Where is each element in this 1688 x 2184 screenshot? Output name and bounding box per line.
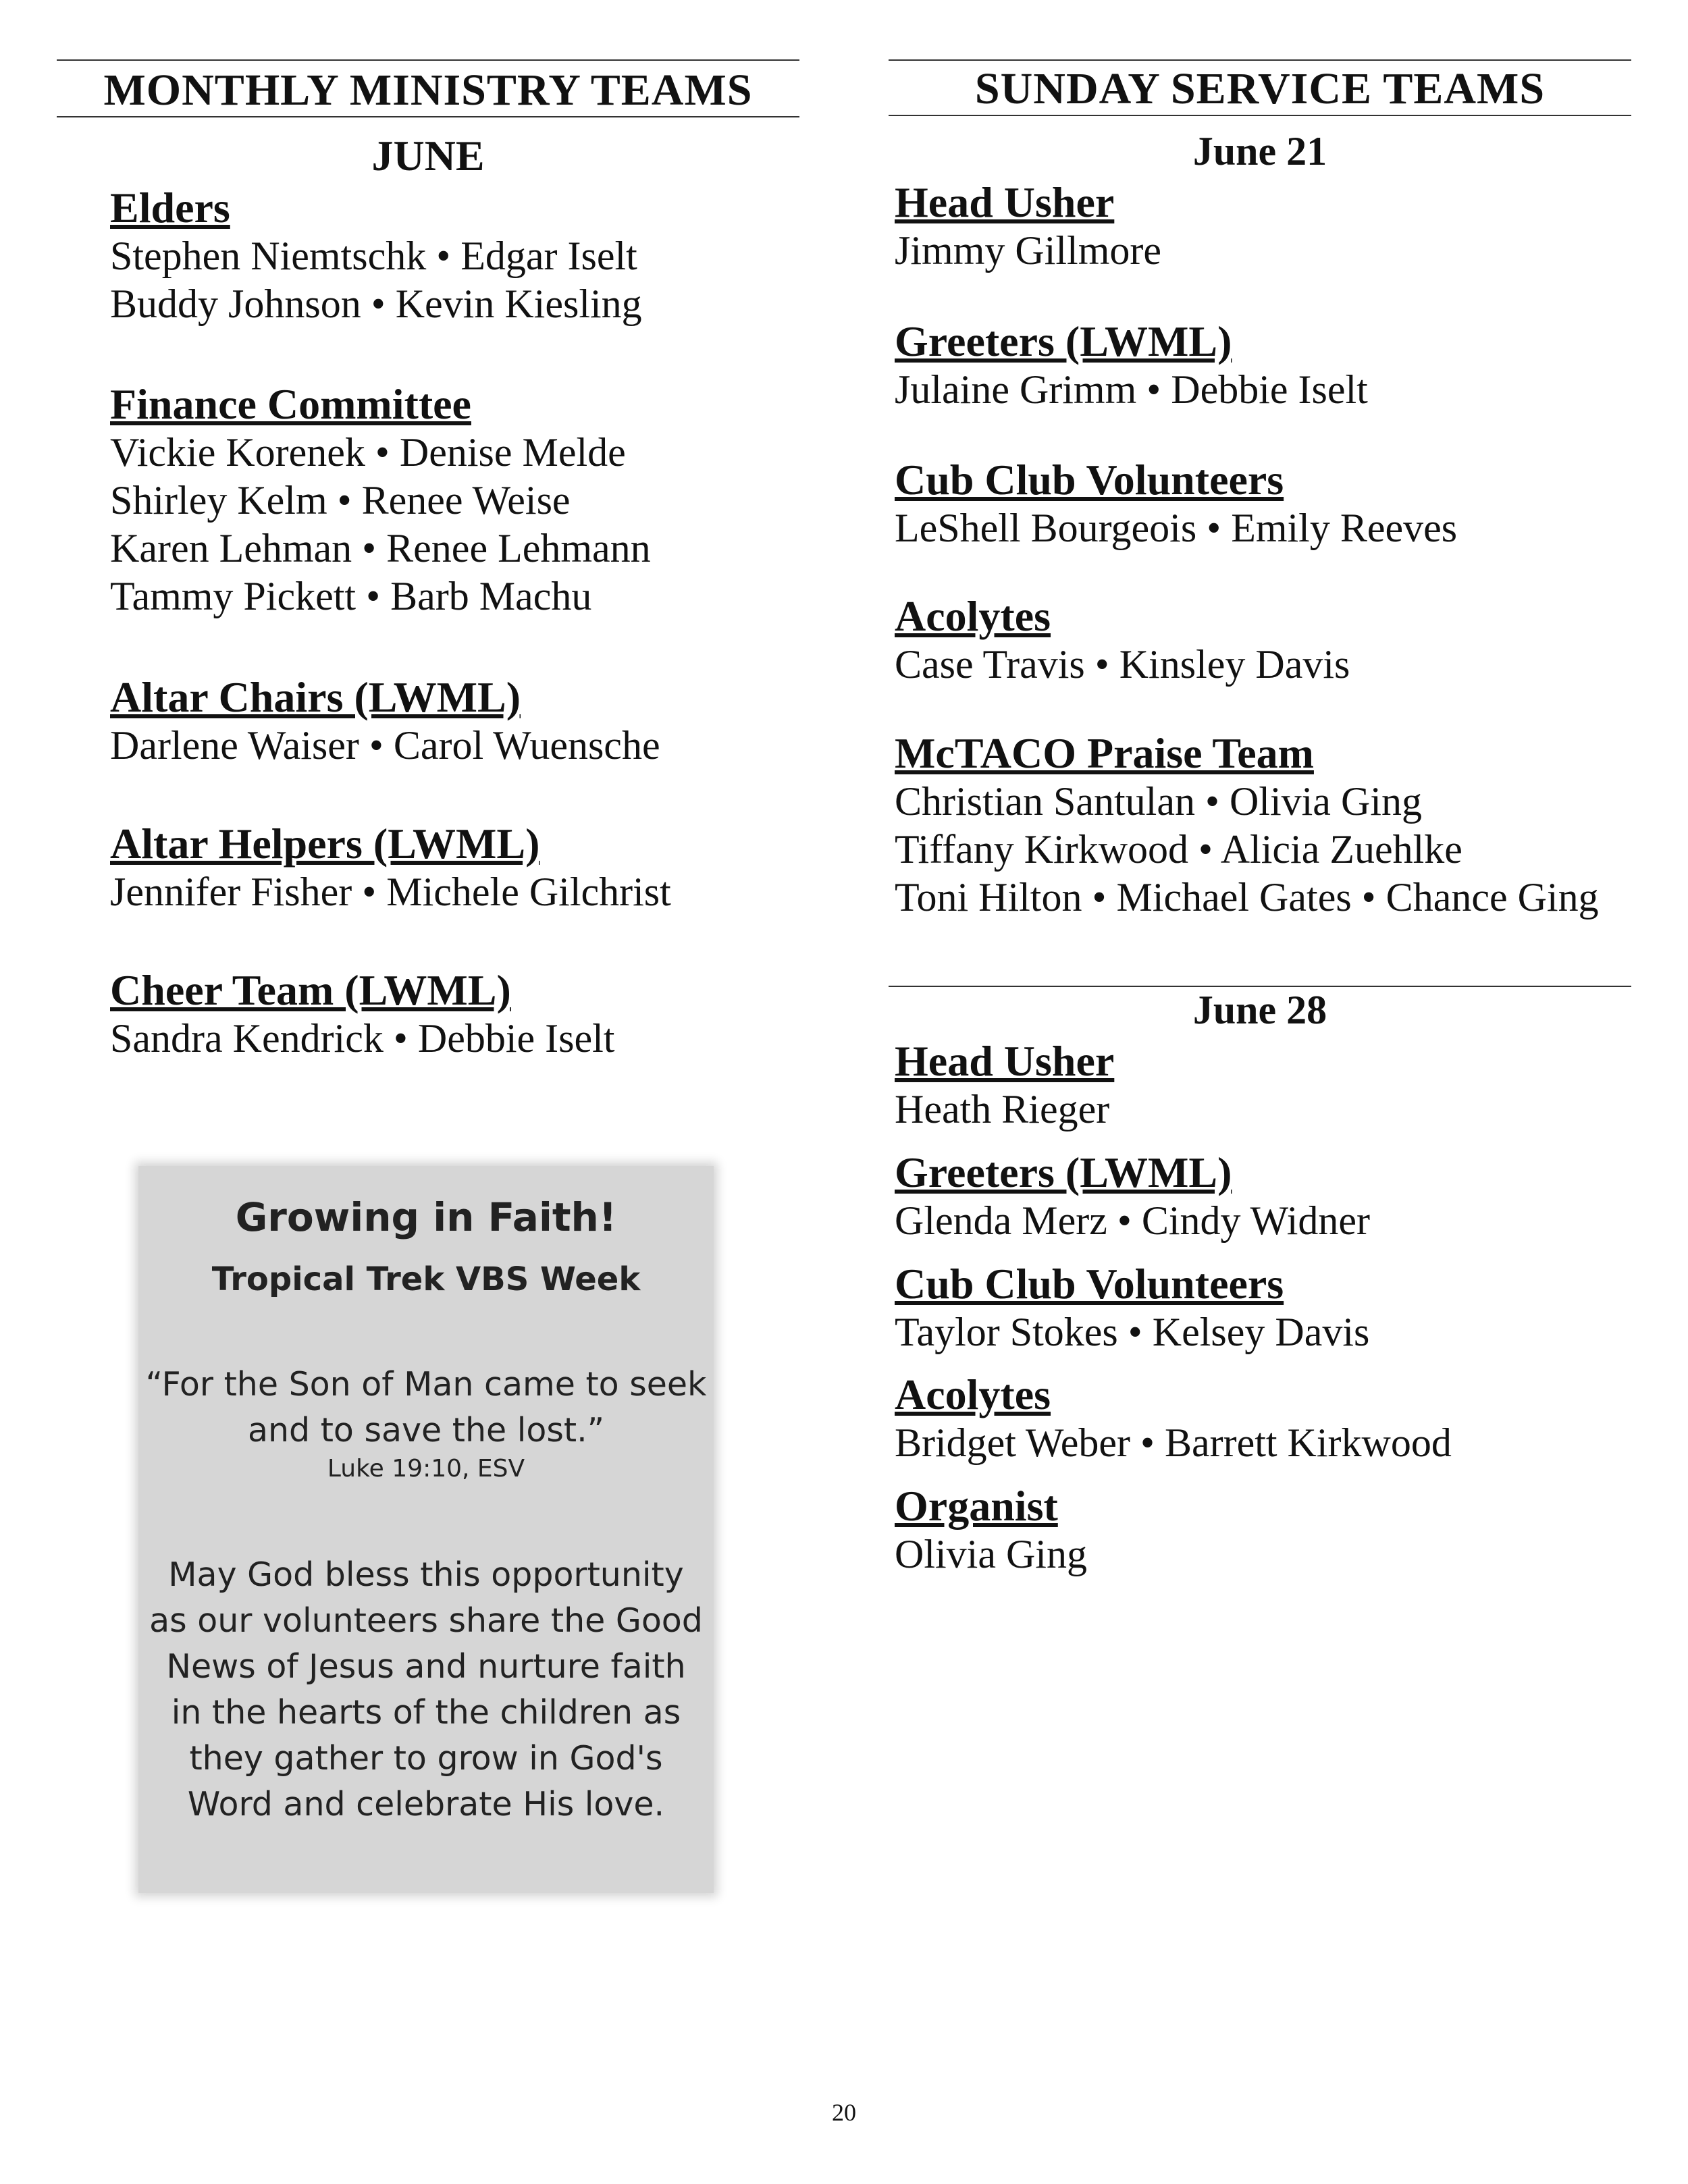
names-line: Stephen Niemtschk • Edgar Iselt [110, 234, 637, 278]
names-line: Julaine Grimm • Debbie Iselt [895, 367, 1368, 412]
sunday-bottom-rule [889, 115, 1631, 116]
group-heading: Greeters (LWML) [895, 1148, 1232, 1196]
group-heading: Altar Helpers (LWML) [110, 820, 540, 868]
names-line: Jimmy Gillmore [895, 228, 1161, 273]
faith-box-title: Growing in Faith! [235, 1194, 617, 1240]
names-line: Karen Lehman • Renee Lehmann [110, 526, 651, 570]
names-line: Tammy Pickett • Barb Machu [110, 574, 592, 618]
names-line: Heath Rieger [895, 1087, 1110, 1131]
faith-box-subtitle: Tropical Trek VBS Week [211, 1260, 641, 1298]
group-heading: Greeters (LWML) [895, 317, 1232, 365]
group-heading: Acolytes [895, 1370, 1051, 1418]
june28-greeters-group [895, 1148, 1370, 1245]
names-line: Buddy Johnson • Kevin Kiesling [110, 282, 642, 326]
finance-committee-group [110, 380, 651, 620]
june21-cub-club-group [895, 456, 1457, 552]
names-line: Glenda Merz • Cindy Widner [895, 1198, 1370, 1243]
group-heading: Head Usher [895, 178, 1115, 226]
names-line: Toni Hilton • Michael Gates • Chance Ging [895, 875, 1599, 920]
june28-organist-group [895, 1482, 1087, 1578]
names-line: Tiffany Kirkwood • Alicia Zuehlke [895, 827, 1462, 872]
altar-chairs-group [110, 673, 660, 770]
page-number: 20 [832, 2099, 856, 2126]
group-heading: Cub Club Volunteers [895, 456, 1284, 504]
sunday-top-rule [889, 59, 1631, 61]
cheer-team-group [110, 966, 614, 1063]
blessing-line: they gather to grow in God's [189, 1739, 663, 1778]
group-heading: Cheer Team (LWML) [110, 966, 511, 1014]
names-line: Vickie Korenek • Denise Melde [110, 430, 626, 475]
elders-group [110, 184, 642, 328]
names-line: LeShell Bourgeois • Emily Reeves [895, 506, 1458, 550]
june21-praise-team-group [895, 729, 1599, 922]
bible-reference: Luke 19:10, ESV [327, 1455, 525, 1483]
group-heading: Finance Committee [110, 380, 471, 428]
june28-acolytes-group [895, 1370, 1452, 1467]
sunday-title: SUNDAY SERVICE TEAMS [974, 64, 1546, 113]
altar-helpers-group [110, 820, 671, 916]
group-heading: Altar Chairs (LWML) [110, 673, 521, 721]
names-line: Jennifer Fisher • Michele Gilchrist [110, 870, 671, 914]
june21-head-usher-group [895, 178, 1161, 275]
group-heading: Head Usher [895, 1037, 1115, 1085]
june28-head-usher-group [895, 1037, 1114, 1134]
june28-cub-club-group [895, 1260, 1369, 1356]
group-heading: McTACO Praise Team [895, 729, 1314, 777]
names-line: Bridget Weber • Barrett Kirkwood [895, 1420, 1452, 1465]
group-heading: Cub Club Volunteers [895, 1260, 1284, 1308]
names-line: Darlene Waiser • Carol Wuensche [110, 723, 660, 768]
blessing-line: May God bless this opportunity [168, 1555, 684, 1594]
monthly-title: MONTHLY MINISTRY TEAMS [103, 65, 753, 115]
blessing-line: as our volunteers share the Good [149, 1601, 703, 1640]
blessing-line: Word and celebrate His love. [187, 1785, 665, 1823]
group-heading: Organist [895, 1482, 1058, 1530]
names-line: Shirley Kelm • Renee Weise [110, 478, 571, 523]
quote-line: and to save the lost.” [247, 1411, 605, 1449]
monthly-bottom-rule [57, 116, 799, 117]
bible-quote [138, 1362, 714, 1454]
june21-acolytes-group [895, 592, 1350, 689]
names-line: Olivia Ging [895, 1532, 1087, 1576]
names-line: Taylor Stokes • Kelsey Davis [895, 1310, 1370, 1354]
quote-line: “For the Son of Man came to seek [145, 1365, 707, 1404]
service-date-june-28: June 28 [1192, 988, 1327, 1032]
group-heading: Elders [110, 184, 230, 232]
names-line: Case Travis • Kinsley Davis [895, 642, 1350, 687]
service-date-june-21: June 21 [1192, 129, 1327, 174]
growing-in-faith-box [138, 1166, 714, 1893]
names-line: Sandra Kendrick • Debbie Iselt [110, 1016, 615, 1061]
monthly-top-rule [57, 59, 799, 61]
june21-greeters-group [895, 317, 1368, 414]
names-line: Christian Santulan • Olivia Ging [895, 779, 1422, 824]
blessing-line: News of Jesus and nurture faith [166, 1647, 686, 1686]
blessing-text [138, 1552, 714, 1828]
blessing-line: in the hearts of the children as [171, 1693, 681, 1732]
group-heading: Acolytes [895, 592, 1051, 640]
month-label: JUNE [371, 132, 485, 180]
